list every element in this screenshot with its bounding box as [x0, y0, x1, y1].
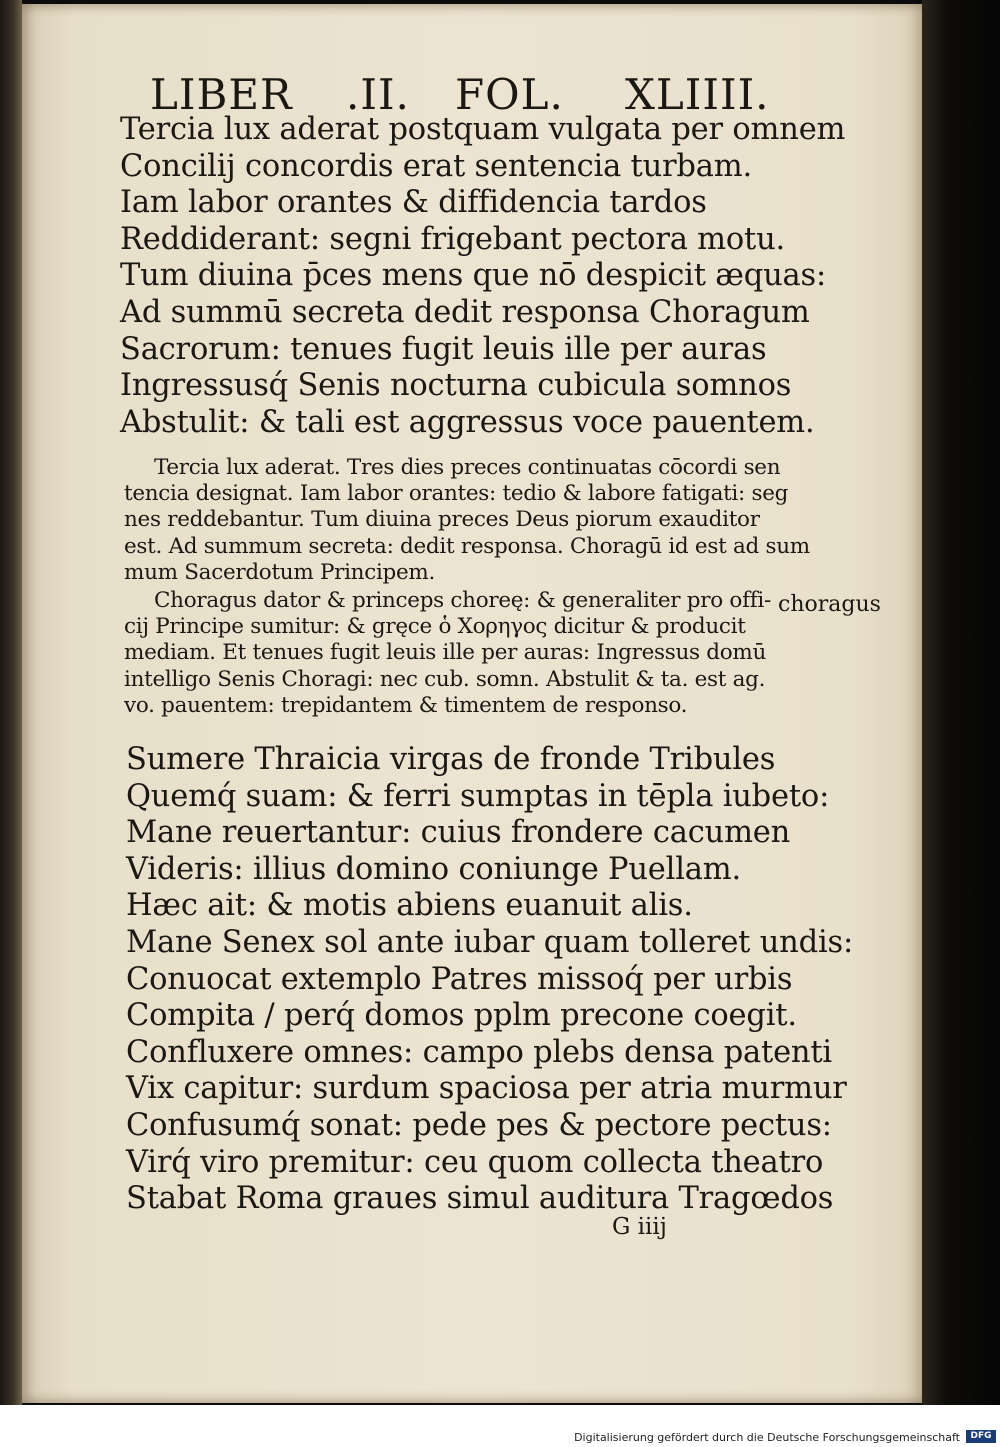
commentary-line: intelligo Senis Choragi: nec cub. somn. Abstulit & ta. est ag. — [124, 666, 766, 692]
verse-line: Tum diuina p̄ces mens que nō despicit æquas: — [120, 258, 827, 294]
header-book-number: .II. — [346, 70, 410, 119]
verse-line: Conuocat extemplo Patres missoq́ per urbis — [126, 961, 793, 997]
footer-bar — [0, 1405, 1000, 1447]
verse-line: Abstulit: & tali est aggressus voce pauentem. — [120, 404, 815, 440]
dfg-logo: DFG — [966, 1430, 996, 1443]
verse-block-1 — [120, 112, 845, 441]
verse-block-2 — [126, 742, 853, 1218]
verse-line: Hæc ait: & motis abiens euanuit alis. — [126, 888, 693, 924]
verse-line: Quemq́ suam: & ferri sumptas in tēpla iubeto: — [126, 778, 830, 814]
verse-line: Mane reuertantur: cuius frondere cacumen — [126, 815, 791, 851]
verse-line: Compita / perq́ domos pplm precone coegit. — [126, 998, 797, 1034]
commentary-line: mum Sacerdotum Principem. — [124, 559, 436, 585]
verse-line: Iam labor orantes & diffidencia tardos — [120, 185, 707, 221]
verse-line: Confusumq́ sonat: pede pes & pectore pectus: — [126, 1107, 832, 1143]
verse-line: Videris: illius domino coniunge Puellam. — [126, 851, 741, 887]
commentary-line: Tercia lux aderat. Tres dies preces continuatas cōcordi sen — [154, 455, 781, 480]
signature-mark: G iiij — [612, 1214, 667, 1240]
commentary-line: tencia designat. Iam labor orantes: tedio & labore fatigati: seg — [124, 481, 789, 507]
header-book: LIBER — [150, 70, 293, 119]
verse-line: Sacrorum: tenues fugit leuis ille per auras — [120, 331, 767, 367]
verse-line: Tercia lux aderat postquam vulgata per omnem — [120, 112, 846, 147]
verse-line: Reddiderant: segni frigebant pectora motu. — [120, 221, 786, 257]
commentary-line: nes reddebantur. Tum diuina preces Deus piorum exauditor — [124, 507, 760, 533]
header-folio-label: FOL. — [455, 70, 564, 119]
verse-line: Sumere Thraicia virgas de fronde Tribules — [126, 742, 776, 777]
commentary-paragraph-2 — [124, 588, 771, 719]
marginal-note: choragus — [778, 592, 881, 617]
commentary-line: Choragus dator & princeps choreę: & generaliter pro offi- — [154, 588, 771, 613]
commentary-line: est. Ad summum secreta: dedit responsa. Choragū id est ad sum — [124, 533, 810, 559]
verse-line: Ad summū secreta dedit responsa Choragum — [120, 294, 810, 330]
header-folio-number: XLIIII. — [625, 70, 770, 119]
verse-line: Mane Senex sol ante iubar quam tolleret undis: — [126, 924, 854, 960]
commentary-line: mediam. Et tenues fugit leuis ille per auras: Ingressus domū — [124, 640, 767, 666]
commentary-line: cij Principe sumitur: & gręce ὁ Χορηγος dicitur & producit — [124, 614, 746, 640]
commentary-paragraph-1 — [124, 455, 810, 586]
footer-credit: Digitalisierung gefördert durch die Deutsche Forschungsgemeinschaft — [574, 1431, 960, 1444]
verse-line: Stabat Roma graues simul auditura Tragœdos — [126, 1181, 834, 1217]
verse-line: Confluxere omnes: campo plebs densa patenti — [126, 1034, 832, 1070]
verse-line: Virq́ viro premitur: ceu quom collecta theatro — [126, 1144, 824, 1180]
verse-line: Vix capitur: surdum spaciosa per atria murmur — [126, 1071, 847, 1107]
scan-left-edge — [0, 0, 22, 1405]
commentary-line: vo. pauentem: trepidantem & timentem de responso. — [124, 692, 688, 718]
scan-right-edge — [922, 0, 1000, 1405]
verse-line: Concilij concordis erat sentencia turbam. — [120, 148, 752, 184]
verse-line: Ingressusq́ Senis nocturna cubicula somnos — [120, 368, 792, 404]
